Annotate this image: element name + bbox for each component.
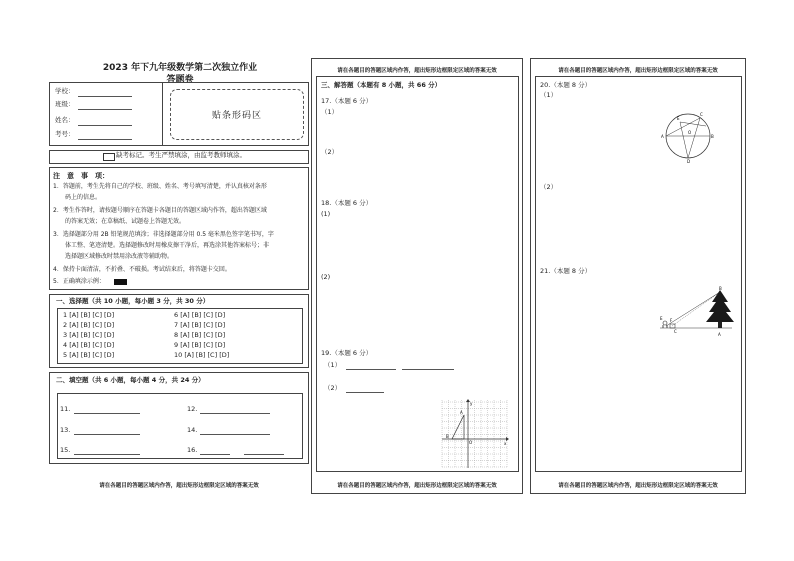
tree-label-a: A (718, 332, 721, 337)
barcode-label: 贴条形码区 (211, 111, 262, 121)
fill-answer-line[interactable] (244, 454, 284, 455)
fill-answer-line[interactable] (200, 454, 230, 455)
exam-number-field[interactable] (78, 139, 132, 140)
q21-tree-figure (656, 286, 736, 342)
fill-label: 14. (187, 426, 198, 434)
note-line: 的答案无效；在草稿纸、试题卷上答题无效。 (53, 218, 186, 225)
q20-circle-figure (660, 108, 716, 164)
mc-row[interactable]: 9 [A] [B] [C] [D] (174, 341, 226, 349)
q17-part2: （2） (321, 148, 339, 156)
grid-origin-label: O (469, 440, 473, 445)
circle-label-c: C (700, 112, 703, 117)
tree-label-e: E (660, 316, 663, 321)
circle-label-d: D (687, 159, 691, 164)
fill-answer-line[interactable] (74, 434, 140, 435)
absent-mark-text: 缺考标记。考生严禁填涂，由监考教师填涂。 (116, 151, 246, 159)
fill-grid (57, 393, 303, 459)
info-divider (162, 82, 163, 146)
q19-grid-figure (438, 398, 510, 470)
exam-number-label: 考号： (55, 130, 75, 138)
right-footer-notice: 请在各题目的答题区域内作答，超出矩形边框限定区域的答案无效 (558, 483, 718, 489)
fill-answer-line[interactable] (200, 434, 270, 435)
note-line: 体工整、笔迹清楚。选择题修改时用橡皮擦干净后，再选涂其他答案标号；非 (53, 242, 270, 249)
paper-subtitle: 答题卷 (166, 75, 194, 85)
grid-point-b-label: B (446, 434, 449, 439)
q19-part1: （1） (324, 361, 342, 369)
notes-title: 注 意 事 项： (53, 172, 109, 180)
mc-row[interactable]: 5 [A] [B] [C] [D] (63, 351, 115, 359)
paper-title: 2023 年下九年级数学第二次独立作业 (102, 63, 258, 73)
fill-label: 13. (60, 426, 71, 434)
q18-part1: (1) (321, 210, 331, 218)
tree-label-f: F (670, 318, 673, 323)
grid-y-label: y (470, 401, 473, 406)
mc-row[interactable]: 3 [A] [B] [C] [D] (63, 331, 115, 339)
circle-label-o: O (688, 130, 692, 135)
school-field[interactable] (78, 96, 132, 97)
grid-point-a-label: A (460, 410, 463, 415)
note-line: 5．正确填涂示例： (53, 278, 105, 285)
circle-label-a: A (661, 134, 664, 139)
circle-label-e: E (677, 116, 680, 121)
mc-row[interactable]: 7 [A] [B] [C] [D] (174, 321, 226, 329)
left-footer-notice: 请在各题目的答题区域内作答，超出矩形边框限定区域的答案无效 (99, 483, 259, 489)
section1-title: 一、选择题（共 10 小题，每小题 3 分，共 30 分） (56, 297, 210, 305)
mc-row[interactable]: 1 [A] [B] [C] [D] (63, 311, 115, 319)
note-line: 4．保持卡面清洁，不折叠、不破损。考试结束后，将答题卡交回。 (53, 266, 231, 273)
fill-label: 12. (187, 405, 198, 413)
mc-row[interactable]: 6 [A] [B] [C] [D] (174, 311, 226, 319)
grid-x-label: x (504, 441, 507, 446)
section2-title: 二、填空题（共 6 小题，每小题 4 分，共 24 分） (56, 376, 205, 384)
q19-part2: （2） (324, 384, 342, 392)
q20-title: 20.（本题 8 分） (540, 81, 592, 89)
fill-label: 16. (187, 446, 198, 454)
fill-answer-line[interactable] (74, 413, 140, 414)
q18-title: 18.（本题 6 分） (321, 199, 373, 207)
circle-label-b: B (711, 134, 714, 139)
note-line: 1．答题前，考生先将自己的学校、班级、姓名、考号填写清楚，并认真核对条形 (53, 183, 267, 190)
note-line: 码上的信息。 (53, 194, 102, 201)
fill-answer-line[interactable] (200, 413, 270, 414)
q19-answer-line[interactable] (346, 392, 384, 393)
class-label: 班级： (55, 100, 75, 108)
q19-title: 19.（本题 6 分） (321, 349, 373, 357)
tree-label-c: C (674, 329, 677, 334)
section3-title: 三、解答题（本题有 8 小题，共 66 分） (321, 81, 442, 89)
name-field[interactable] (78, 125, 132, 126)
note-line: 2．考生作答时，请按题号顺序在答题卡各题目的答题区域内作答，超出答题区域 (53, 207, 267, 214)
q21-title: 21.（本题 8 分） (540, 267, 592, 275)
middle-header-notice: 请在各题目的答题区域内作答，超出矩形边框限定区域的答案无效 (337, 68, 497, 74)
q18-part2: (2) (321, 273, 331, 281)
absent-checkbox[interactable] (103, 153, 115, 161)
right-header-notice: 请在各题目的答题区域内作答，超出矩形边框限定区域的答案无效 (558, 68, 718, 74)
q20-part2: （2） (540, 183, 558, 191)
mc-row[interactable]: 10 [A] [B] [C] [D] (174, 351, 230, 359)
fill-answer-line[interactable] (74, 454, 140, 455)
q19-answer-line[interactable] (402, 369, 454, 370)
tree-label-b: B (719, 286, 722, 291)
mc-row[interactable]: 4 [A] [B] [C] [D] (63, 341, 115, 349)
mc-row[interactable]: 8 [A] [B] [C] [D] (174, 331, 226, 339)
school-label: 学校： (55, 87, 75, 95)
note-line: 选择题区域修改时禁用涂改液等辅助物。 (53, 253, 174, 260)
q17-title: 17.（本题 6 分） (321, 97, 373, 105)
mc-row[interactable]: 2 [A] [B] [C] [D] (63, 321, 115, 329)
q19-answer-line[interactable] (346, 369, 396, 370)
q17-part1: （1） (321, 108, 339, 116)
fill-label: 11. (60, 405, 71, 413)
filled-example-mark (114, 279, 127, 285)
class-field[interactable] (78, 109, 132, 110)
name-label: 姓名： (55, 116, 75, 124)
note-line: 3．选择题部分用 2B 铅笔规范填涂；非选择题部分用 0.5 毫米黑色签字笔书写，字 (53, 231, 274, 238)
q20-part1: （1） (540, 91, 558, 99)
middle-footer-notice: 请在各题目的答题区域内作答，超出矩形边框限定区域的答案无效 (337, 483, 497, 489)
fill-label: 15. (60, 446, 71, 454)
